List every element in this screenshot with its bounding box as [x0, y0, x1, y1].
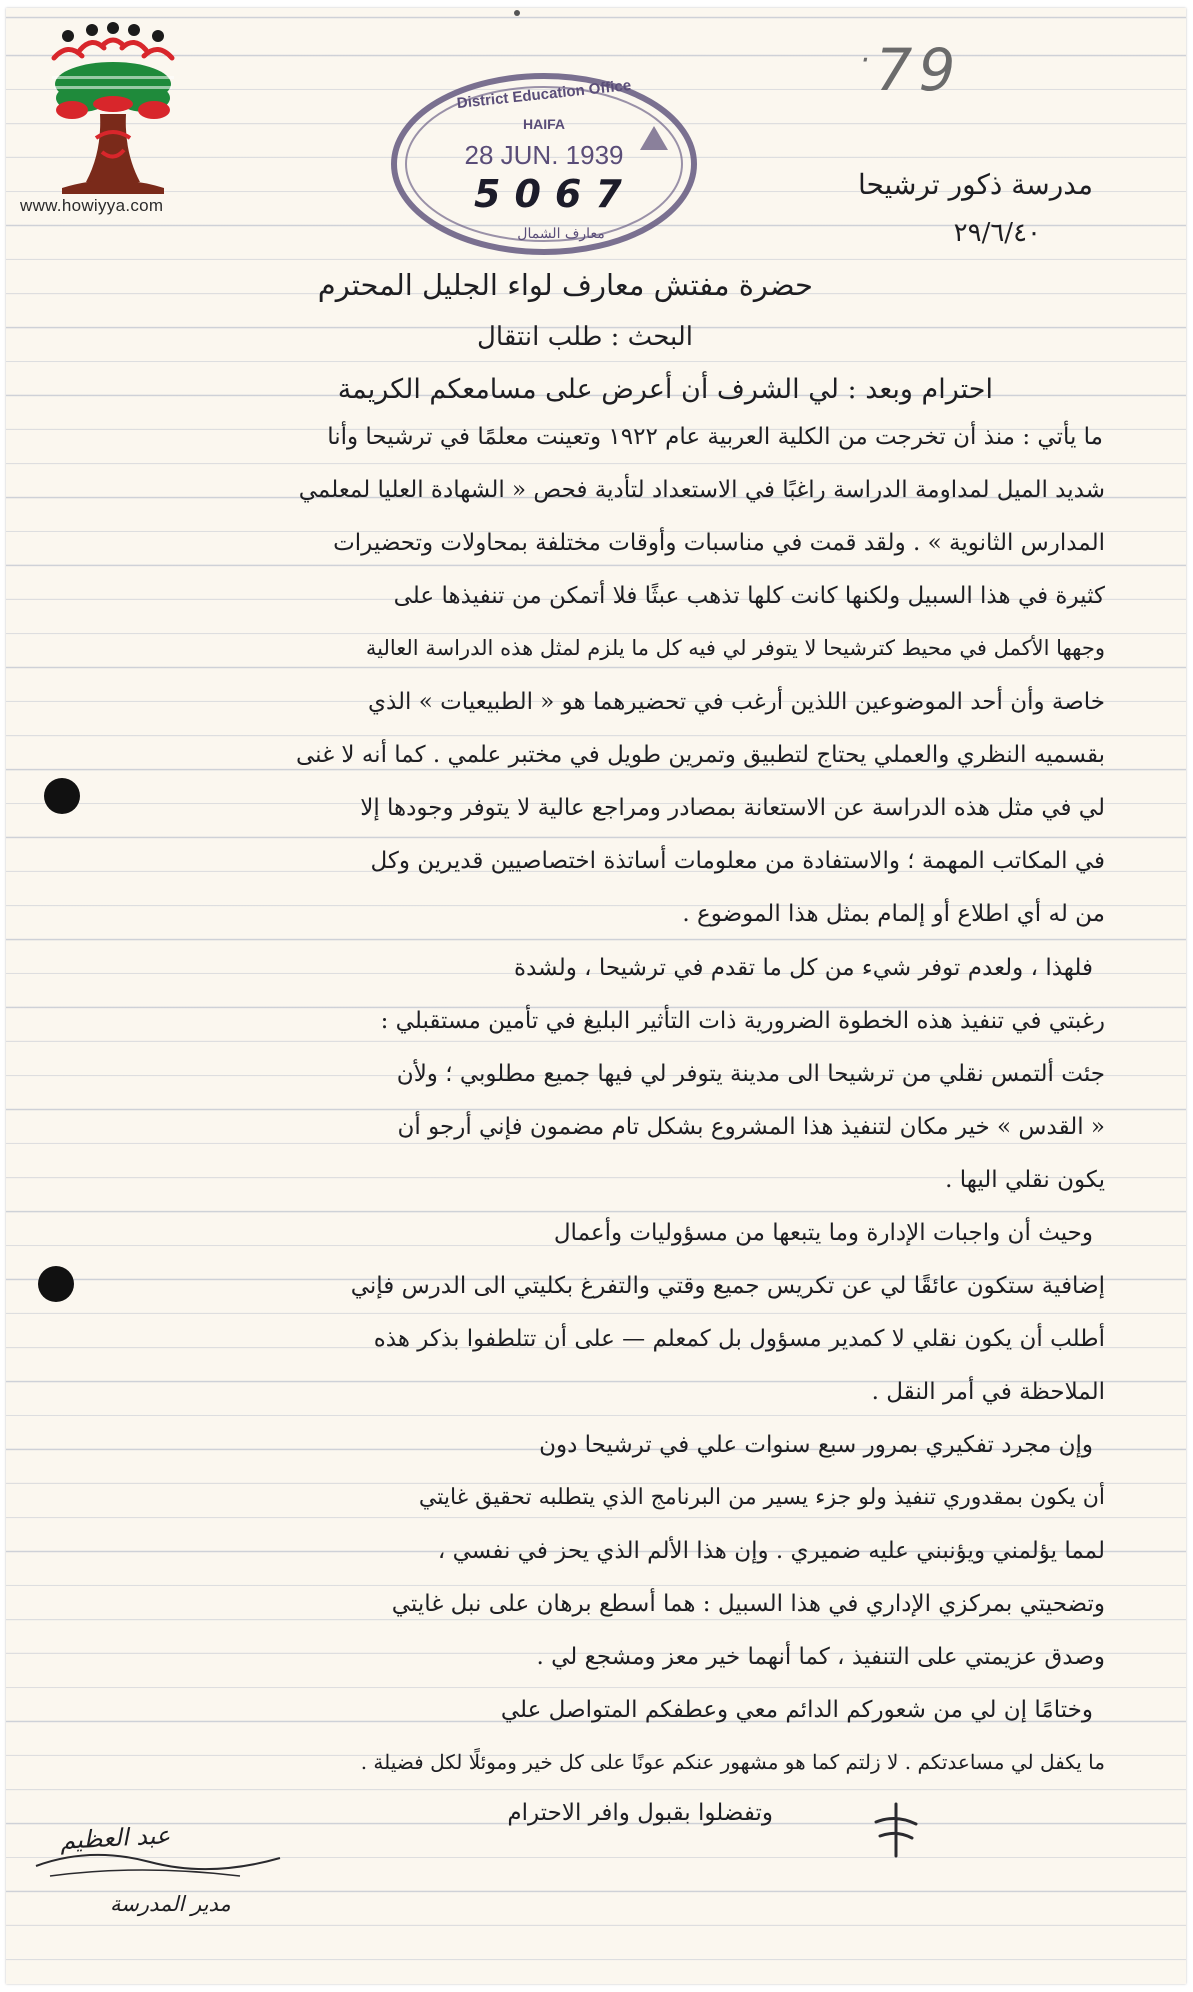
body-line: الملاحظة في أمر النقل .: [871, 1379, 1105, 1405]
howiyya-tree-logo-icon: [42, 22, 184, 202]
stamp-city: HAIFA: [523, 116, 565, 132]
body-line: لي في مثل هذه الدراسة عن الاستعانة بمصادر ومراجع عالية لا يتوفر وجودها إلا: [360, 795, 1105, 821]
body-line: ما يكفل لي مساعدتكم . لا زلتم كما هو مشهور عنكم عونًا على كل خير وموئلًا لكل فضيلة .: [360, 1750, 1105, 1774]
office-stamp: [386, 66, 702, 262]
letter-date: ٢٩/٦/٤٠: [953, 218, 1041, 248]
stamp-ref-number: 5067: [474, 172, 636, 216]
school-name: مدرسة ذكور ترشيحا: [857, 168, 1093, 201]
closing-line: وتفضلوا بقبول وافر الاحترام: [507, 1800, 773, 1826]
body-line: وحيث أن واجبات الإدارة وما يتبعها من مسؤوليات وأعمال: [553, 1220, 1093, 1246]
punch-hole-dot: [44, 778, 80, 814]
body-line: وختامًا إن لي من شعوركم الدائم معي وعطفكم المتواصل علي: [500, 1697, 1093, 1723]
body-line: جئت ألتمس نقلي من ترشيحا الى مدينة يتوفر لي فيها جميع مطلوبي ؛ ولأن: [396, 1061, 1105, 1087]
body-line: إضافية ستكون عائقًا لي عن تكريس جميع وقتي والتفرغ بكليتي الى الدرس فإني: [350, 1273, 1105, 1299]
body-line: « القدس » خير مكان لتنفيذ هذا المشروع بشكل تام مضمون فإني أرجو أن: [397, 1114, 1105, 1140]
body-line: خاصة وأن أحد الموضوعين اللذين أرغب في تحضيرهما هو « الطبيعيات » الذي: [367, 689, 1105, 715]
body-line: بقسميه النظري والعملي يحتاج لتطبيق وتمرين طويل في مختبر علمي . كما أنه لا غنى: [295, 742, 1105, 768]
stamp-bottom-text: معارف الشمال: [517, 226, 605, 242]
watermark-url: www.howiyya.com: [20, 196, 164, 215]
body-line: يكون نقلي اليها .: [945, 1167, 1105, 1193]
body-line: وإن مجرد تفكيري بمرور سبع سنوات علي في ترشيحا دون: [539, 1432, 1093, 1458]
initial-mark-icon: [866, 1800, 926, 1860]
body-line: المدارس الثانوية » . ولقد قمت في مناسبات وأوقات مختلفة بمحاولات وتحضيرات: [333, 530, 1105, 556]
signature-flourish-icon: [30, 1836, 290, 1886]
body-line: في المكاتب المهمة ؛ والاستفادة من معلومات أساتذة اختصاصيين قديرين وكل: [370, 848, 1105, 874]
body-line: من له أي اطلاع أو إلمام بمثل هذا الموضوع .: [682, 901, 1105, 927]
stamp-arc-text: District Education Office: [456, 76, 632, 113]
addressee: حضرة مفتش معارف لواء الجليل المحترم: [317, 268, 813, 302]
archive-number: ·79: [860, 36, 962, 104]
body-line: وتضحيتي بمركزي الإداري في هذا السبيل : هما أسطع برهان على نبل غايتي: [391, 1591, 1105, 1617]
signature-name: عبد العظيم: [59, 1821, 171, 1855]
salutation: احترام وبعد : لي الشرف أن أعرض على مسامعكم الكريمة: [337, 374, 993, 405]
body-line: كثيرة في هذا السبيل ولكنها كانت كلها تذهب عبثًا فلا أتمكن من تنفيذها على: [393, 583, 1105, 609]
body-line: وصدق عزيمتي على التنفيذ ، كما أنهما خير معز ومشجع لي .: [536, 1644, 1105, 1670]
top-pin-dot: [514, 10, 520, 16]
letter-sheet: [6, 8, 1186, 1984]
body-line: لمما يؤلمني ويؤنبني عليه ضميري . وإن هذا الألم الذي يحز في نفسي ،: [437, 1538, 1105, 1564]
punch-hole-dot: [38, 1266, 74, 1302]
stamp-date: 28 JUN. 1939: [464, 140, 624, 170]
body-line: ما يأتي : منذ أن تخرجت من الكلية العربية عام ١٩٢٢ وتعينت معلمًا في ترشيحا وأنا: [327, 424, 1103, 450]
body-line: فلهذا ، ولعدم توفر شيء من كل ما تقدم في ترشيحا ، ولشدة: [514, 955, 1093, 981]
body-line: شديد الميل لمداومة الدراسة راغبًا في الاستعداد لتأدية فحص « الشهادة العليا لمعلمي: [298, 477, 1105, 503]
body-line: رغبتي في تنفيذ هذه الخطوة الضرورية ذات التأثير البليغ في تأمين مستقبلي :: [380, 1008, 1105, 1034]
body-line: وجهها الأكمل في محيط كترشيحا لا يتوفر لي فيه كل ما يلزم لمثل هذه الدراسة العالية: [365, 636, 1105, 660]
signature-title: مدير المدرسة: [110, 1892, 231, 1916]
subject-line: البحث : طلب انتقال: [477, 322, 693, 352]
body-line: أطلب أن يكون نقلي لا كمدير مسؤول بل كمعلم — على أن تتلطفوا بذكر هذه: [373, 1326, 1105, 1352]
body-line: أن يكون بمقدوري تنفيذ ولو جزء يسير من البرنامج الذي يتطلبه تحقيق غايتي: [418, 1485, 1105, 1510]
